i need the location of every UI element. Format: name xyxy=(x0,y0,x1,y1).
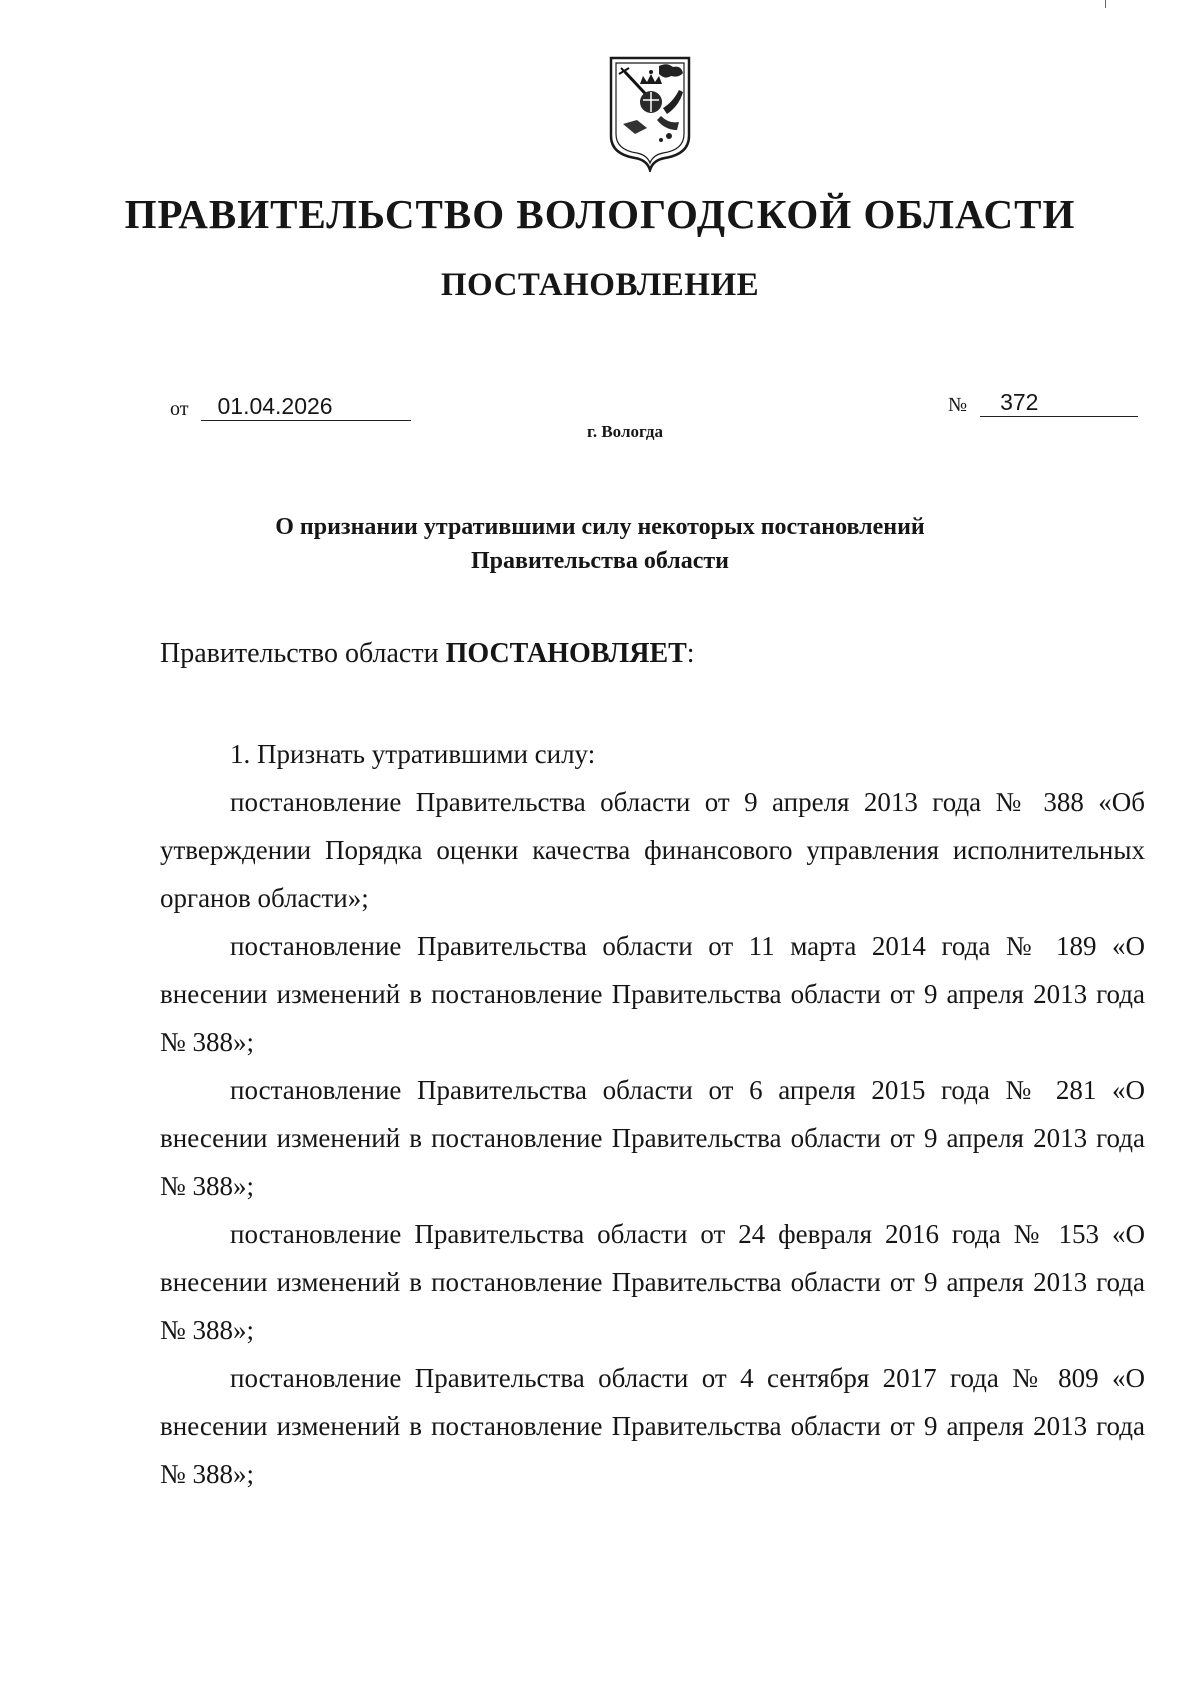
subject-heading xyxy=(0,510,1200,578)
document-body xyxy=(160,730,1145,1498)
body-paragraph: постановление Правительства области от 4 сентября 2017 года № 809 «О внесении изменений в постановление Правительства области от 9 апреля 2013 года № 388»; xyxy=(160,1363,1145,1489)
number-prefix: № xyxy=(948,394,968,416)
body-paragraph: постановление Правительства области от 6 апреля 2015 года № 281 «О внесении изменений в постановление Правительства области от 9 апреля 2013 года № 388»; xyxy=(160,1075,1145,1201)
number-value: 372 xyxy=(980,388,1138,417)
body-paragraph: постановление Правительства области от 11 марта 2014 года № 189 «О внесении изменений в постановление Правительства области от 9 апреля 2013 года № 388»; xyxy=(160,931,1145,1057)
body-paragraph: постановление Правительства области от 24 февраля 2016 года № 153 «О внесении изменений в постановление Правительства области от 9 апреля 2013 года № 388»; xyxy=(160,1219,1145,1345)
date-value: 01.04.2026 xyxy=(201,392,411,421)
body-paragraph: постановление Правительства области от 9 апреля 2013 года № 388 «Об утверждении Порядка оценки качества финансового управления исполнительных органов области»; xyxy=(160,787,1145,913)
preamble-keyword: ПОСТАНОВЛЯЕТ xyxy=(445,638,687,669)
preamble-trail: : xyxy=(686,638,695,669)
subject-line-2: Правительства области xyxy=(471,548,729,574)
document-type-title: ПОСТАНОВЛЕНИЕ xyxy=(440,267,760,303)
item-1-heading: 1. Признать утратившими силу: xyxy=(230,739,596,769)
scan-mark xyxy=(1105,0,1106,8)
date-prefix: от xyxy=(170,398,189,420)
subject-line-1: О признании утратившими силу некоторых постановлений xyxy=(275,514,925,540)
government-title: ПРАВИТЕЛЬСТВО ВОЛОГОДСКОЙ ОБЛАСТИ xyxy=(124,191,1076,237)
date-block xyxy=(170,392,411,421)
preamble-lead: Правительство области xyxy=(160,638,439,669)
preamble xyxy=(160,638,695,670)
vologda-coat-of-arms-icon xyxy=(607,54,693,172)
city-label: г. Вологда xyxy=(587,422,663,441)
number-block xyxy=(948,388,1138,417)
